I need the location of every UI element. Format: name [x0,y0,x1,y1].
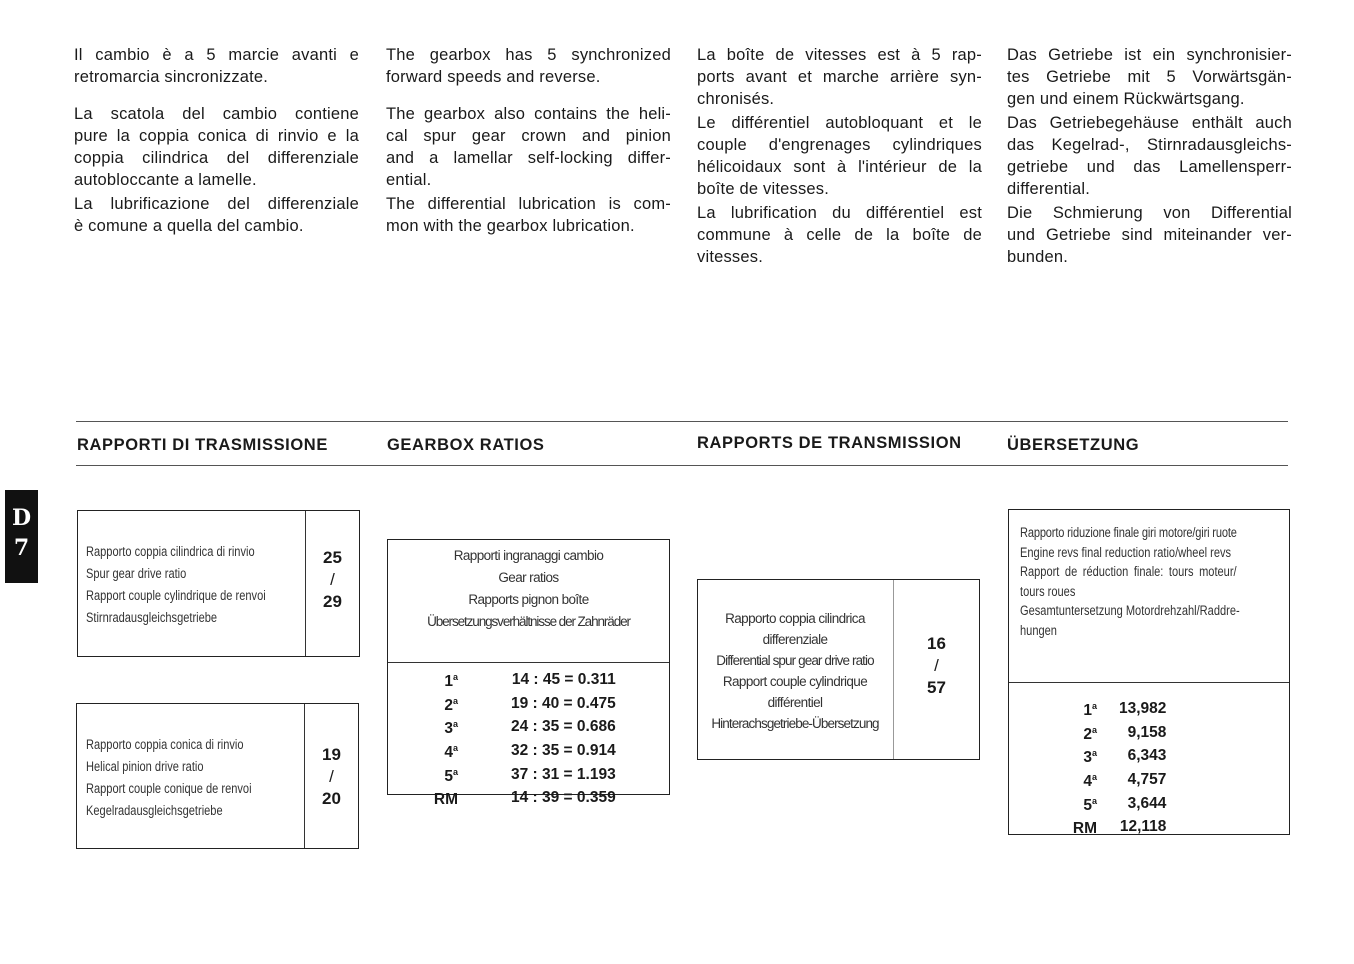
text-line: commune à celle de la boîte de [697,226,982,244]
separator: / [330,570,335,589]
divider-top [76,421,1288,422]
paragraph [697,202,982,268]
label: Kegelradausgleichsgetriebe [86,803,223,818]
gear: 3 [444,720,453,738]
row-divider [1009,682,1289,683]
ratio-value: 4,757 [1127,771,1167,789]
text-line: gen und einem Rückwärtsgang. [1007,90,1245,108]
text-line: tes Getriebe mit 5 Vorwärtsgän- [1007,68,1292,86]
numerator: 16 [927,634,946,653]
ordinal: a [1091,724,1097,735]
text-line: ports avant et marche arrière syn- [697,68,982,86]
label: differenziale [762,632,828,647]
final-ratio-table [1067,697,1166,839]
section-number: 7 [13,535,30,561]
ratio-value: 12,118 [1119,818,1167,836]
label: Rapport couple cylindrique de renvoi [86,588,266,603]
gear-label [428,692,458,716]
text-line: bunden. [1007,248,1069,266]
paragraph [1007,202,1292,268]
gear-label [428,786,458,810]
gear: RM [433,791,458,809]
table-row [1067,792,1166,816]
gear-labels [388,545,669,633]
paragraph [386,44,671,88]
text-line: The differential lubrication is com- [386,195,671,213]
ordinal: a [1091,701,1097,711]
heading-it: RAPPORTI DI TRASMISSIONE [77,436,328,454]
heading-en: GEARBOX RATIOS [387,436,545,454]
ordinal: a [452,695,458,706]
label: Rapport de réduction finale: tours moteur/ [1020,564,1237,579]
paragraph [74,103,359,191]
final-reduction-box [1008,509,1290,838]
ratio-value: 6,343 [1127,747,1167,765]
text-line: getriebe und das Lamellensperr- [1007,158,1292,176]
ordinal: a [452,766,458,777]
heading-de: ÜBERSETZUNG [1007,436,1140,454]
ratio-value: 32 : 35 = 0.914 [511,742,616,760]
differential-ratio-value [894,633,979,699]
spur-ratio-value [306,547,359,613]
ratio-value: 19 : 40 = 0.475 [511,694,616,712]
ratio-value: 37 : 31 = 1.193 [511,765,616,783]
paragraph [1007,44,1292,110]
gear-ratios-box [387,539,670,809]
text-column-it [74,44,359,239]
gear: 4 [444,744,453,762]
text-line: coppia cilindrica del differenziale [74,149,359,167]
denominator: 29 [323,592,342,611]
helical-pinion-ratio-box [76,703,359,849]
separator: / [934,656,939,675]
text-line: La boîte de vitesses est à 5 rap- [697,46,982,64]
text-line: das Kegelrad-, Stirnradausgleichs- [1007,136,1292,154]
row-divider [388,662,669,663]
text-line: Le différentiel autobloquant et le [697,114,982,132]
denominator: 20 [322,789,341,808]
text-line: vitesses. [697,248,763,266]
table-row [428,763,616,787]
label: Spur gear drive ratio [86,566,187,581]
table-row [428,692,616,716]
table-row [1067,815,1166,839]
label: différentiel [767,695,823,710]
ratio-value: 24 : 35 = 0.686 [511,718,616,736]
gear-label [428,715,458,739]
text-line: cal spur gear crown and pinion [386,127,671,145]
helical-ratio-value [305,744,358,810]
paragraph [386,193,671,237]
gear: 5 [1083,796,1092,814]
ordinal: a [1091,795,1097,806]
paragraph [386,103,671,191]
ratio-value: 9,158 [1127,723,1167,741]
text-column-fr [697,44,982,270]
table-row [1067,721,1166,745]
text-line: couple d'engrenages cylindriques [697,136,982,154]
table-row [1067,744,1166,768]
gear: RM [1072,820,1097,838]
text-line: è comune a quella del cambio. [74,217,304,235]
label: Gear ratios [498,570,559,585]
table-row [428,668,616,692]
label: hungen [1020,622,1057,638]
text-line: La lubrification du différentiel est [697,204,982,222]
gear: 2 [444,696,453,714]
gear: 2 [1083,725,1092,743]
text-line: pure la coppia conica di rinvio e la [74,127,359,145]
label: Rapporti ingranaggi cambio [453,548,604,563]
text-line: Das Getriebe ist ein synchronisier- [1007,46,1292,64]
label: Hinterachsgetriebe-Übersetzung [711,716,879,731]
gear-label [1067,697,1097,721]
gear-label [1067,721,1097,745]
section-tab [5,490,38,583]
ratio-value: 14 : 39 = 0.359 [511,789,616,807]
ordinal: a [452,742,458,753]
ordinal: a [1091,771,1097,782]
ratio-value: 3,644 [1127,794,1167,812]
numerator: 19 [322,745,341,764]
paragraph [1007,112,1292,200]
text-line: Die Schmierung von Differential [1007,204,1292,222]
spur-gear-ratio-box [77,510,360,657]
paragraph [697,112,982,200]
text-line: mon with the gearbox lubrication. [386,217,635,235]
text-line: chronisés. [697,90,775,108]
text-line: ential. [386,171,432,189]
differential-ratio-box [697,579,980,760]
gear-label [1067,792,1097,816]
text-line: The gearbox has 5 synchronized [386,46,671,64]
denominator: 57 [927,678,946,697]
gear-label [428,763,458,787]
label: Helical pinion drive ratio [86,759,204,774]
label: Stirnradausgleichsgetriebe [86,610,218,625]
text-line: La scatola del cambio contiene [74,105,359,123]
text-line: retromarcia sincronizzate. [74,68,269,86]
label: Engine revs final reduction ratio/wheel revs [1020,544,1232,560]
table-row [428,739,616,763]
divider-bottom [76,465,1288,466]
label: Rapporto riduzione finale giri motore/giri ruote [1020,525,1237,540]
paragraph [74,193,359,237]
text-line: Das Getriebegehäuse enthält auch [1007,114,1292,132]
gear-label [1067,744,1097,768]
helical-labels [86,734,252,822]
gear: 1 [444,673,453,691]
label: Übersetzungsverhältnisse der Zahnräder [427,614,630,629]
label: Differential spur gear drive ratio [716,653,874,668]
text-line: and a lamellar self-locking differ- [386,149,671,167]
spur-labels [86,541,266,629]
ordinal: a [452,719,458,730]
table-row [428,715,616,739]
gear: 4 [1083,773,1092,791]
text-column-de [1007,44,1292,270]
label: tours roues [1020,583,1076,599]
table-row [1067,768,1166,792]
label: Rapporto coppia cilindrica [725,611,865,626]
text-line: differential. [1007,180,1091,198]
text-line: und Getriebe sind miteinander ver- [1007,226,1292,244]
gear: 1 [1083,702,1092,720]
text-line: Il cambio è a 5 marcie avanti e [74,46,359,64]
gear-label [428,739,458,763]
heading-fr: RAPPORTS DE TRANSMISSION [697,434,962,452]
label: Rapporto coppia cilindrica di rinvio [86,544,255,559]
gear-label [1067,768,1097,792]
numerator: 25 [323,548,342,567]
gear: 3 [1083,749,1092,767]
text-line: autobloccante a lamelle. [74,171,257,189]
ordinal: a [1091,748,1097,759]
paragraph [697,44,982,110]
gear-label [1067,815,1097,839]
ratio-value: 13,982 [1119,700,1167,718]
gear-label [428,668,458,692]
label: Rapporto coppia conica di rinvio [86,737,244,752]
text-line: boîte de vitesses. [697,180,830,198]
ordinal: a [452,672,458,682]
gear: 5 [444,767,453,785]
text-column-en [386,44,671,239]
label: Rapports pignon boîte [468,592,589,607]
separator: / [329,767,334,786]
differential-labels [698,608,892,734]
label: Rapport couple conique de renvoi [86,781,252,796]
label: Gesamtuntersetzung Motordrehzahl/Raddre- [1020,603,1240,618]
table-row [1067,697,1166,721]
ratio-value: 14 : 45 = 0.311 [511,671,616,689]
table-row [428,786,616,810]
paragraph [74,44,359,88]
text-line: The gearbox also contains the heli- [386,105,671,123]
text-line: La lubrificazione del differenziale [74,195,359,213]
final-labels [1020,523,1288,640]
label: Rapport couple cylindrique [722,674,868,689]
text-line: forward speeds and reverse. [386,68,601,86]
gear-ratio-table [428,668,616,810]
text-line: hélicoidaux sont à l'intérieur de la [697,158,982,176]
section-letter: D [11,505,32,531]
